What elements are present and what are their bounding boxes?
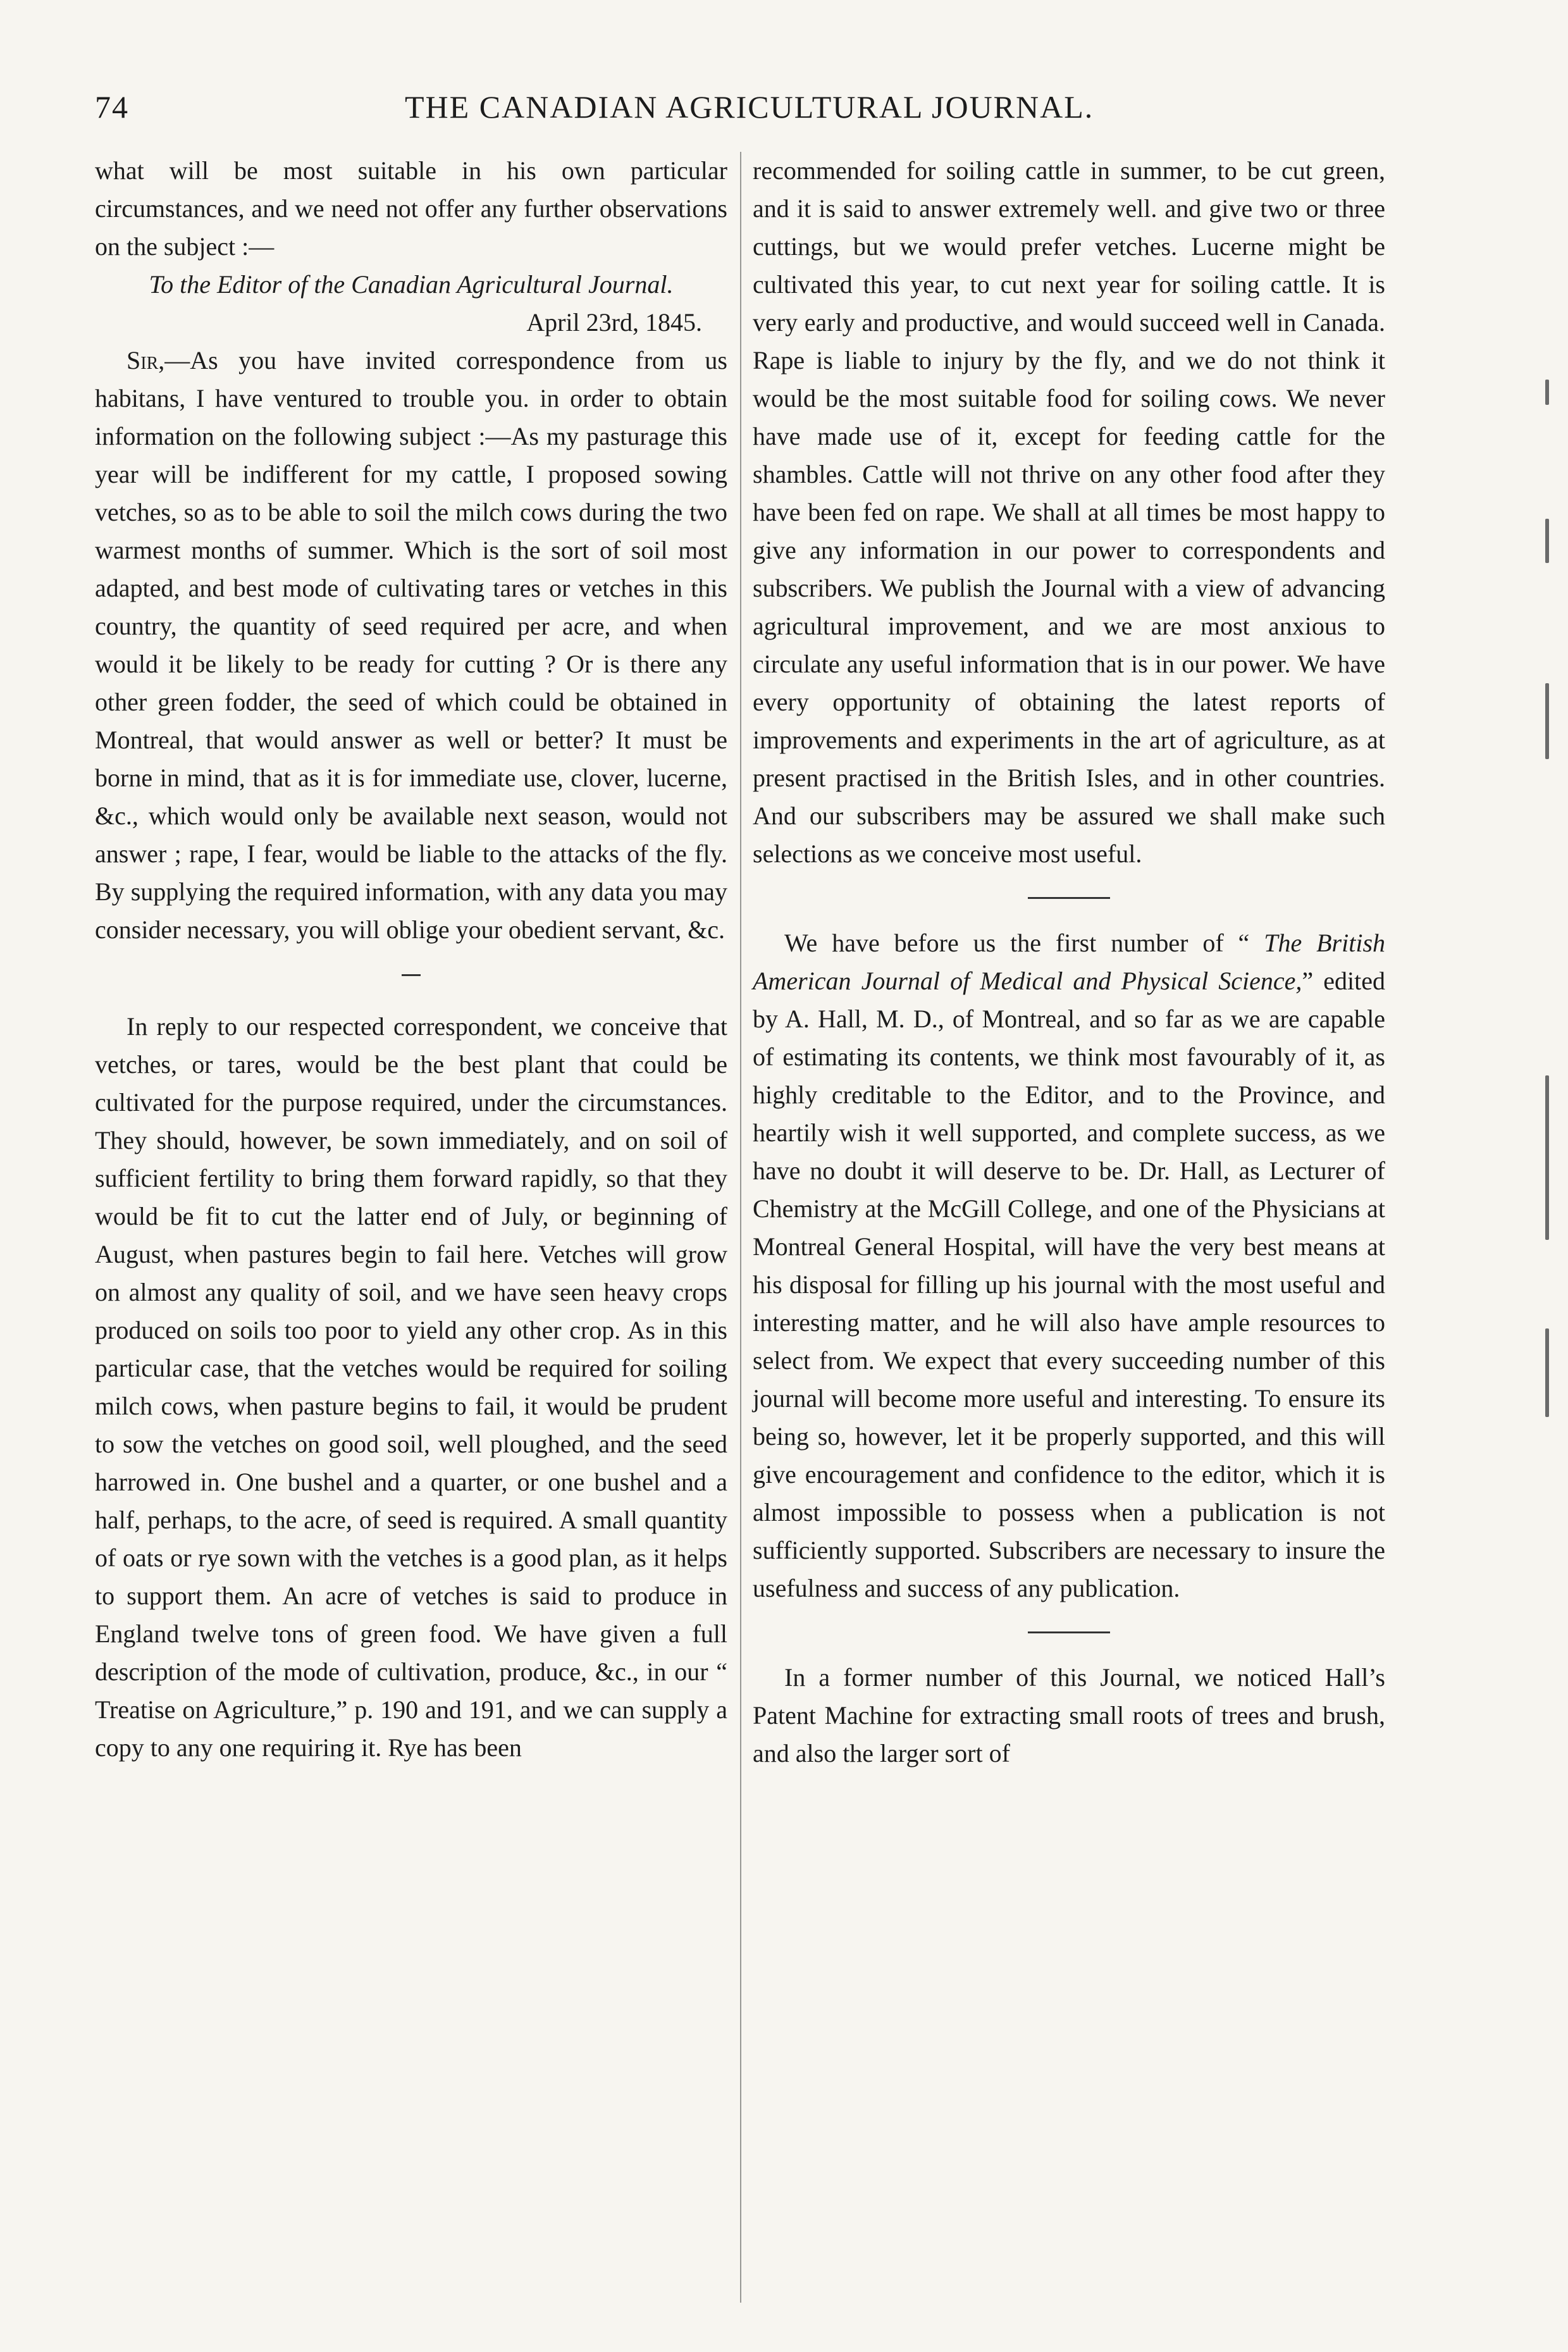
running-title: THE CANADIAN AGRICULTURAL JOURNAL. [405,89,1094,125]
letter-body: —As you have invited correspondence from us habitans, I have ventured to trouble you. in order to obtain information on the following subject :—As my pasturage this year will be indifferent for my cattle, I proposed sowing vetches, so as to be able to soil the milch cows during the two warmest months of summer. Which is the sort of soil most adapted, and best mode of cultivating tares or vetches in this country, the quantity of seed required per acre, and when would it be likely to be ready for cutting ? Or is there any other green fodder, the seed of which could be obtained in Montreal, that would answer as well or better? It must be borne in mind, that as it is for immediate use, clover, lucerne, &c., which would only be available next season, would not answer ; rape, I fear, would be liable to the attacks of the fly. By supplying the required information, with any data you may consider necessary, you will oblige your obedient servant, &c. [95,346,727,944]
review-paragraph [753,924,1385,1607]
page-edge-marks [1505,380,1549,2151]
review-journal-title: The British American Journal of Medical and Physical Science, [753,929,1386,995]
edge-mark [1545,1075,1549,1240]
section-divider [1028,1631,1110,1633]
column-rule [740,152,741,2303]
reply-continued: recommended for soiling cattle in summer, to be cut green, and it is said to answer extremely well. and give two or three cuttings, but we would prefer vetches. Lucerne might be cultivated this year, to cut next year for soiling cattle. It is very early and productive, and would succeed well in Canada. Rape is liable to injury by the fly, and we do not think it would be the most suitable food for soiling cows. We never have made use of it, except for feeding cattle for the shambles. Cattle will not thrive on any other food after they have been fed on rape. We shall at all times be most happy to give any information in our power to correspondents and subscribers. We publish the Journal with a view of advancing agricultural improvement, and we are most anxious to circulate any useful information that is in our power. We have every opportunity of obtaining the latest reports of improvements and experiments in the art of agriculture, as at present practised in the British Isles, and in other countries. And our subscribers may be assured we shall make such selections as we conceive most useful. [753,156,1385,868]
journal-page [95,76,1404,2315]
edge-mark [1545,1328,1549,1417]
review-intro: We have before us the first number of “ [784,929,1264,957]
letter-heading: To the Editor of the Canadian Agricultural Journal. [149,270,674,299]
section-divider [402,974,421,976]
letter-date: April 23rd, 1845. [526,308,702,337]
text-columns [95,152,1404,2303]
edge-mark [1545,380,1549,405]
right-column [753,152,1385,1773]
machine-notice: In a former number of this Journal, we noticed Hall’s Patent Machine for extracting small roots of trees and brush, and also the larger sort of [753,1663,1385,1767]
page-number: 74 [95,89,129,125]
letter-salutation: Sir, [127,346,165,374]
editor-reply: In reply to our respected correspondent, we conceive that vetches, or tares, would be the best plant that could be cultivated for the purpose required, under the circumstances. They should, however, be sown immediately, and on soil of sufficient fertility to bring them forward rapidly, so that they would be fit to cut the latter end of July, or beginning of August, when pastures begin to fail here. Vetches will grow on almost any quality of soil, and we have seen heavy crops produced on soils too poor to yield any other crop. As in this particular case, that the vetches would be required for soiling milch cows, when pasture begins to fail, it would be prudent to sow the vetches on good soil, well ploughed, and the seed harrowed in. One bushel and a quarter, or one bushel and a half, perhaps, to the acre, of seed is required. A small quantity of oats or rye sown with the vetches is a good plan, as it helps to support them. An acre of vetches is said to produce in England twelve tons of green food. We have given a full description of the mode of cultivation, produce, &c., in our “ Treatise on Agriculture,” p. 190 and 191, and we can supply a copy to any one requiring it. Rye has been [95,1012,727,1762]
edge-mark [1545,683,1549,759]
page-header [95,76,1404,145]
letter-paragraph [95,342,727,949]
section-divider [1028,897,1110,899]
review-body: ” edited by A. Hall, M. D., of Montreal, and so far as we are capable of estimating its contents, we think most favourably of it, as highly creditable to the Editor, and to the Province, and heartily wish it well supported, and complete success, as we have no doubt it will deserve to be. Dr. Hall, as Lecturer of Chemistry at the McGill College, and one of the Physicians at Montreal General Hospital, will have the very best means at his disposal for filling up his journal with the most useful and interesting matter, and he will also have ample resources to select from. We expect that every succeeding number of this journal will become more useful and interesting. To ensure its being so, however, let it be properly supported, and this will give encouragement and confidence to the editor, which it is almost impossible to possess when a publication is not sufficiently supported. Subscribers are necessary to insure the usefulness and success of any publication. [753,967,1385,1602]
opening-paragraph: what will be most suitable in his own particular circumstances, and we need not offer any further observations on the subject :— [95,156,727,261]
left-column [95,152,727,1767]
edge-mark [1545,519,1549,563]
